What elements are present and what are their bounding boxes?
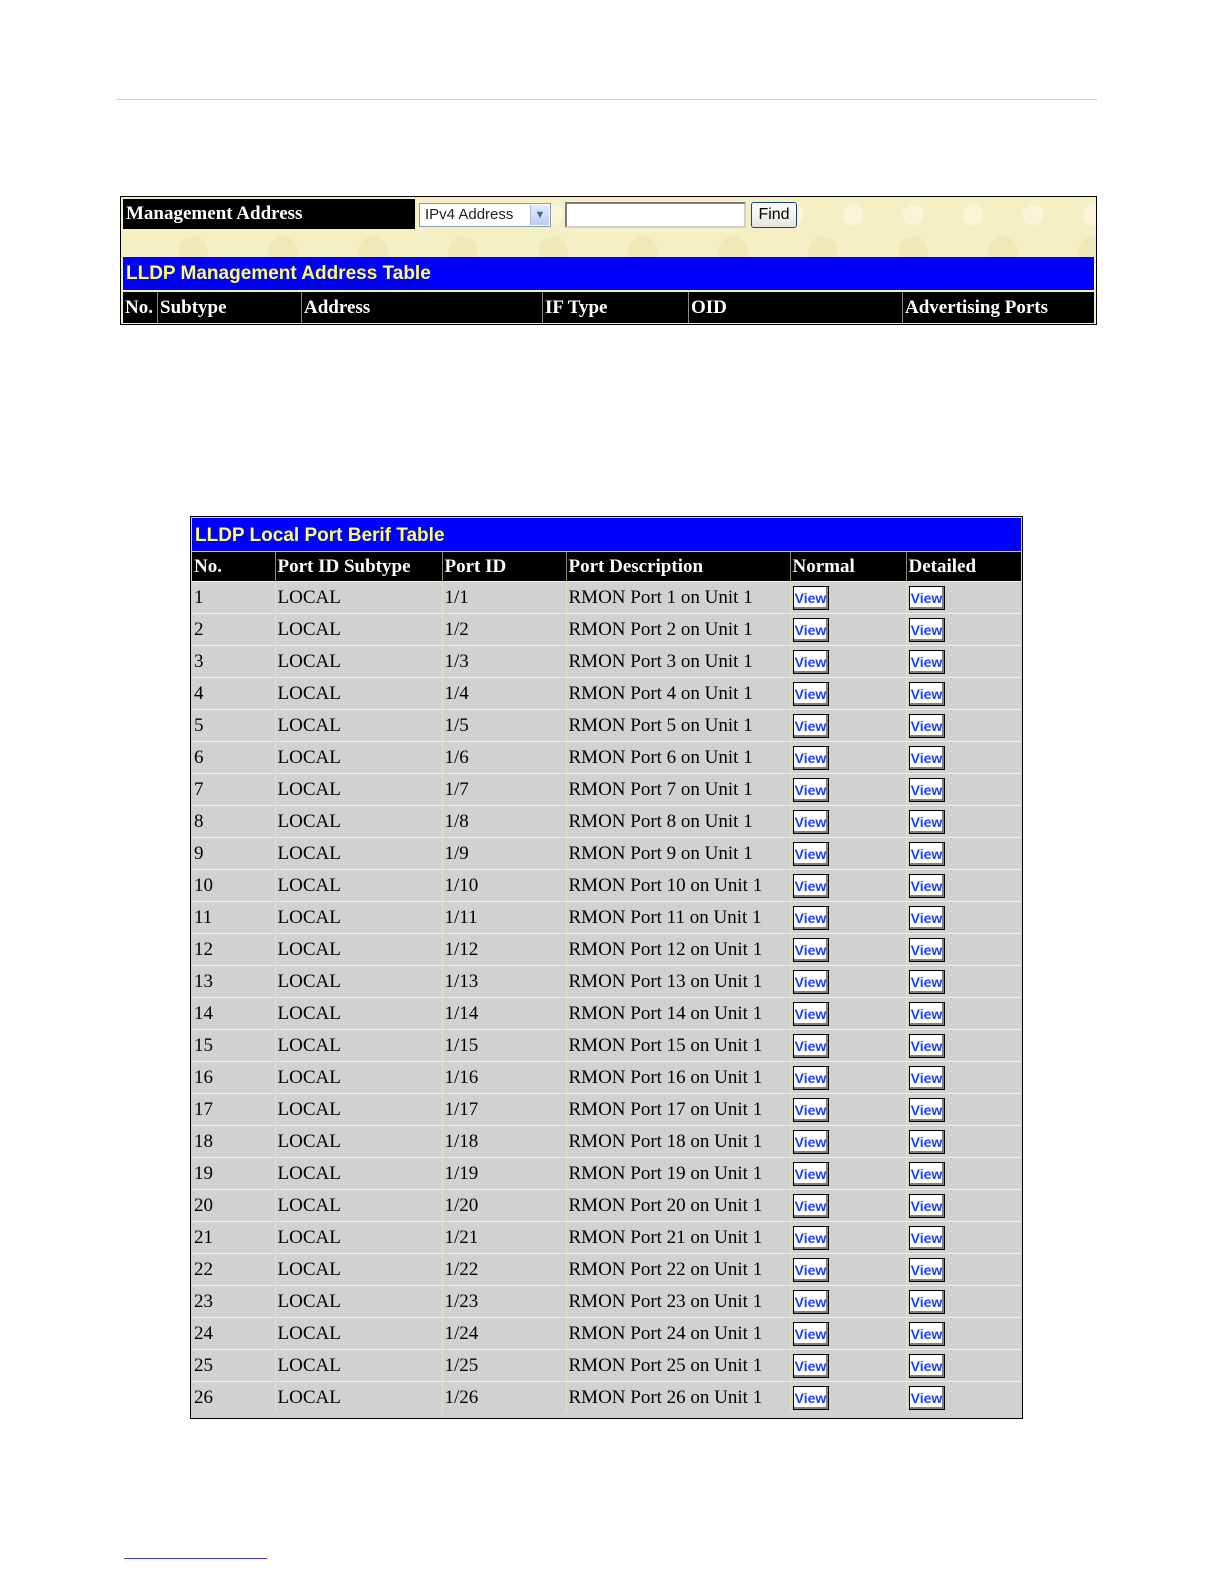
view-normal-button[interactable]: View [793,1002,829,1026]
cell-no: 11 [192,902,275,934]
cell-no: 1 [192,582,275,614]
cell-no: 5 [192,710,275,742]
cell-detailed [906,870,1021,902]
cell-normal [790,774,906,806]
cell-no: 4 [192,678,275,710]
view-detailed-button[interactable]: View [909,842,945,866]
view-normal-button[interactable]: View [793,1130,829,1154]
cell-no: 9 [192,838,275,870]
cell-normal [790,742,906,774]
cell-no: 14 [192,998,275,1030]
cell-no: 15 [192,1030,275,1062]
view-normal-button[interactable]: View [793,842,829,866]
cell-port-id: 1/1 [442,582,566,614]
col-header-address: Address [301,292,542,323]
cell-port-id: 1/12 [442,934,566,966]
cell-no: 6 [192,742,275,774]
table-row [192,838,1021,870]
cell-normal [790,966,906,998]
view-normal-button[interactable]: View [793,1162,829,1186]
cell-port-description: RMON Port 26 on Unit 1 [566,1382,790,1414]
cell-port-description: RMON Port 8 on Unit 1 [566,806,790,838]
col-header-oid: OID [688,292,902,323]
cell-no: 26 [192,1382,275,1414]
cell-normal [790,870,906,902]
cell-port-id: 1/11 [442,902,566,934]
col-header-port-id: Port ID [442,552,566,582]
cell-normal [790,1062,906,1094]
cell-detailed [906,1350,1021,1382]
cell-normal [790,646,906,678]
cell-port-description: RMON Port 14 on Unit 1 [566,998,790,1030]
cell-no: 16 [192,1062,275,1094]
view-normal-button[interactable]: View [793,938,829,962]
local-port-table [192,552,1021,1413]
management-address-input[interactable] [565,202,746,228]
cell-port-id: 1/26 [442,1382,566,1414]
cell-port-id: 1/23 [442,1286,566,1318]
management-address-label: Management Address [123,199,415,229]
cell-normal [790,1094,906,1126]
cell-no: 8 [192,806,275,838]
table-row [192,870,1021,902]
cell-port-description: RMON Port 18 on Unit 1 [566,1126,790,1158]
cell-detailed [906,1094,1021,1126]
view-detailed-button[interactable]: View [909,1194,945,1218]
cell-port-description: RMON Port 12 on Unit 1 [566,934,790,966]
cell-port-id: 1/25 [442,1350,566,1382]
cell-detailed [906,710,1021,742]
local-port-table-title: LLDP Local Port Berif Table [192,518,1021,551]
view-normal-button[interactable]: View [793,1386,829,1410]
view-detailed-button[interactable]: View [909,1002,945,1026]
view-detailed-button[interactable]: View [909,1354,945,1378]
cell-normal [790,710,906,742]
view-normal-button[interactable]: View [793,1034,829,1058]
cell-port-description: RMON Port 5 on Unit 1 [566,710,790,742]
cell-port-description: RMON Port 21 on Unit 1 [566,1222,790,1254]
cell-detailed [906,1286,1021,1318]
cell-port-id-subtype: LOCAL [275,998,442,1030]
table-row [192,966,1021,998]
cell-detailed [906,1062,1021,1094]
view-normal-button[interactable]: View [793,1258,829,1282]
cell-port-id-subtype: LOCAL [275,1094,442,1126]
cell-detailed [906,838,1021,870]
cell-port-description: RMON Port 15 on Unit 1 [566,1030,790,1062]
cell-port-id-subtype: LOCAL [275,1382,442,1414]
table-row [192,646,1021,678]
view-detailed-button[interactable]: View [909,650,945,674]
view-detailed-button[interactable]: View [909,1386,945,1410]
cell-port-description: RMON Port 2 on Unit 1 [566,614,790,646]
table-row [192,678,1021,710]
cell-normal [790,1222,906,1254]
cell-port-id-subtype: LOCAL [275,1350,442,1382]
cell-port-id: 1/10 [442,870,566,902]
page-top-rule [116,99,1097,100]
cell-port-id: 1/24 [442,1318,566,1350]
cell-port-description: RMON Port 24 on Unit 1 [566,1318,790,1350]
cell-port-id: 1/9 [442,838,566,870]
cell-normal [790,1318,906,1350]
cell-port-description: RMON Port 19 on Unit 1 [566,1158,790,1190]
view-normal-button[interactable]: View [793,1354,829,1378]
table-row [192,1222,1021,1254]
cell-port-id-subtype: LOCAL [275,1318,442,1350]
cell-detailed [906,1190,1021,1222]
cell-no: 18 [192,1126,275,1158]
page-bottom-link-rule [124,1558,267,1559]
cell-normal [790,678,906,710]
cell-port-description: RMON Port 11 on Unit 1 [566,902,790,934]
view-detailed-button[interactable]: View [909,1290,945,1314]
management-address-panel [120,196,1097,325]
col-header-port-description: Port Description [566,552,790,582]
cell-no: 7 [192,774,275,806]
view-normal-button[interactable]: View [793,810,829,834]
cell-detailed [906,806,1021,838]
cell-detailed [906,1158,1021,1190]
cell-normal [790,1030,906,1062]
cell-port-description: RMON Port 9 on Unit 1 [566,838,790,870]
view-normal-button[interactable]: View [793,970,829,994]
cell-port-id: 1/16 [442,1062,566,1094]
view-detailed-button[interactable]: View [909,1226,945,1250]
cell-port-id-subtype: LOCAL [275,646,442,678]
cell-normal [790,1254,906,1286]
cell-normal [790,1190,906,1222]
cell-port-id: 1/19 [442,1158,566,1190]
cell-port-description: RMON Port 6 on Unit 1 [566,742,790,774]
view-detailed-button[interactable]: View [909,1162,945,1186]
cell-no: 25 [192,1350,275,1382]
table-row [192,934,1021,966]
management-address-table-header [123,292,1094,323]
cell-no: 2 [192,614,275,646]
view-normal-button[interactable]: View [793,682,829,706]
view-detailed-button[interactable]: View [909,714,945,738]
cell-normal [790,1382,906,1414]
cell-port-description: RMON Port 3 on Unit 1 [566,646,790,678]
cell-detailed [906,678,1021,710]
cell-normal [790,582,906,614]
view-normal-button[interactable]: View [793,1194,829,1218]
col-header-no: No. [125,297,153,318]
view-normal-button[interactable]: View [793,746,829,770]
table-row [192,998,1021,1030]
cell-port-id: 1/7 [442,774,566,806]
cell-no: 10 [192,870,275,902]
address-type-select[interactable] [419,203,551,227]
view-detailed-button[interactable]: View [909,746,945,770]
view-normal-button[interactable]: View [793,1322,829,1346]
cell-detailed [906,966,1021,998]
cell-port-description: RMON Port 23 on Unit 1 [566,1286,790,1318]
cell-port-id: 1/6 [442,742,566,774]
cell-port-description: RMON Port 13 on Unit 1 [566,966,790,998]
cell-normal [790,902,906,934]
cell-normal [790,1126,906,1158]
cell-port-id: 1/2 [442,614,566,646]
cell-no: 12 [192,934,275,966]
cell-no: 24 [192,1318,275,1350]
col-header-if-type: IF Type [542,292,688,323]
cell-port-id-subtype: LOCAL [275,1030,442,1062]
cell-no: 17 [192,1094,275,1126]
cell-normal [790,838,906,870]
view-detailed-button[interactable]: View [909,810,945,834]
table-row [192,774,1021,806]
cell-port-id: 1/5 [442,710,566,742]
cell-port-id-subtype: LOCAL [275,774,442,806]
table-header-row [192,552,1021,582]
cell-detailed [906,1318,1021,1350]
cell-port-description: RMON Port 4 on Unit 1 [566,678,790,710]
table-row [192,1094,1021,1126]
local-port-panel [190,516,1023,1419]
cell-port-description: RMON Port 17 on Unit 1 [566,1094,790,1126]
cell-port-id-subtype: LOCAL [275,934,442,966]
cell-normal [790,806,906,838]
cell-port-id-subtype: LOCAL [275,1222,442,1254]
cell-normal [790,614,906,646]
cell-no: 20 [192,1190,275,1222]
view-detailed-button[interactable]: View [909,1322,945,1346]
cell-detailed [906,902,1021,934]
cell-detailed [906,998,1021,1030]
cell-port-description: RMON Port 7 on Unit 1 [566,774,790,806]
cell-port-description: RMON Port 20 on Unit 1 [566,1190,790,1222]
cell-no: 3 [192,646,275,678]
cell-normal [790,934,906,966]
table-row [192,902,1021,934]
cell-port-id: 1/4 [442,678,566,710]
management-address-table-title: LLDP Management Address Table [123,257,1094,290]
cell-detailed [906,1222,1021,1254]
view-normal-button[interactable]: View [793,778,829,802]
cell-port-description: RMON Port 25 on Unit 1 [566,1350,790,1382]
cell-no: 22 [192,1254,275,1286]
cell-port-description: RMON Port 10 on Unit 1 [566,870,790,902]
table-row [192,582,1021,614]
cell-normal [790,1350,906,1382]
view-detailed-button[interactable]: View [909,586,945,610]
table-row [192,1030,1021,1062]
cell-port-id-subtype: LOCAL [275,678,442,710]
cell-detailed [906,742,1021,774]
cell-port-id: 1/17 [442,1094,566,1126]
cell-port-id: 1/22 [442,1254,566,1286]
table-row [192,1190,1021,1222]
cell-port-id-subtype: LOCAL [275,1286,442,1318]
view-normal-button[interactable]: View [793,906,829,930]
view-normal-button[interactable]: View [793,618,829,642]
view-detailed-button[interactable]: View [909,1034,945,1058]
cell-port-id-subtype: LOCAL [275,1158,442,1190]
cell-port-id: 1/3 [442,646,566,678]
view-detailed-button[interactable]: View [909,778,945,802]
table-row [192,1350,1021,1382]
view-normal-button[interactable]: View [793,586,829,610]
cell-port-id-subtype: LOCAL [275,902,442,934]
local-port-table-body [192,582,1021,1414]
cell-port-id: 1/14 [442,998,566,1030]
cell-port-id-subtype: LOCAL [275,1062,442,1094]
cell-port-description: RMON Port 1 on Unit 1 [566,582,790,614]
table-row [192,1318,1021,1350]
view-detailed-button[interactable]: View [909,874,945,898]
table-row [192,806,1021,838]
view-detailed-button[interactable]: View [909,1130,945,1154]
cell-normal [790,998,906,1030]
view-detailed-button[interactable]: View [909,1258,945,1282]
col-header-subtype: Subtype [157,292,300,323]
table-row [192,1382,1021,1414]
cell-port-id-subtype: LOCAL [275,1190,442,1222]
table-row [192,1126,1021,1158]
col-header-port-id-subtype: Port ID Subtype [275,552,442,582]
table-row [192,1254,1021,1286]
cell-port-id-subtype: LOCAL [275,870,442,902]
cell-port-id: 1/21 [442,1222,566,1254]
view-normal-button[interactable]: View [793,650,829,674]
view-detailed-button[interactable]: View [909,1066,945,1090]
view-normal-button[interactable]: View [793,1226,829,1250]
view-detailed-button[interactable]: View [909,906,945,930]
cell-detailed [906,614,1021,646]
table-row [192,1158,1021,1190]
view-normal-button[interactable]: View [793,714,829,738]
cell-no: 21 [192,1222,275,1254]
cell-detailed [906,582,1021,614]
cell-normal [790,1158,906,1190]
cell-detailed [906,934,1021,966]
cell-port-id: 1/13 [442,966,566,998]
cell-port-id: 1/20 [442,1190,566,1222]
cell-detailed [906,1126,1021,1158]
cell-detailed [906,1254,1021,1286]
address-type-select-value: IPv4 Address [425,206,514,223]
cell-detailed [906,1030,1021,1062]
table-row [192,1286,1021,1318]
cell-port-id: 1/18 [442,1126,566,1158]
view-detailed-button[interactable]: View [909,618,945,642]
cell-port-id-subtype: LOCAL [275,742,442,774]
cell-detailed [906,774,1021,806]
cell-port-id-subtype: LOCAL [275,838,442,870]
cell-port-id: 1/15 [442,1030,566,1062]
view-detailed-button[interactable]: View [909,1098,945,1122]
table-row [192,1062,1021,1094]
cell-port-description: RMON Port 22 on Unit 1 [566,1254,790,1286]
cell-port-description: RMON Port 16 on Unit 1 [566,1062,790,1094]
view-normal-button[interactable]: View [793,1098,829,1122]
cell-no: 19 [192,1158,275,1190]
cell-port-id-subtype: LOCAL [275,806,442,838]
table-row [192,614,1021,646]
find-button[interactable]: Find [751,202,797,228]
view-detailed-button[interactable]: View [909,682,945,706]
col-header-no: No. [192,552,275,582]
cell-normal [790,1286,906,1318]
col-header-detailed: Detailed [906,552,1021,582]
view-detailed-button[interactable]: View [909,970,945,994]
view-detailed-button[interactable]: View [909,938,945,962]
view-normal-button[interactable]: View [793,1290,829,1314]
cell-port-id-subtype: LOCAL [275,582,442,614]
col-header-advertising-ports: Advertising Ports [902,292,1094,323]
cell-no: 13 [192,966,275,998]
chevron-down-icon[interactable]: ▼ [530,205,549,225]
cell-no: 23 [192,1286,275,1318]
table-row [192,742,1021,774]
cell-port-id-subtype: LOCAL [275,710,442,742]
cell-port-id: 1/8 [442,806,566,838]
view-normal-button[interactable]: View [793,874,829,898]
cell-port-id-subtype: LOCAL [275,614,442,646]
cell-detailed [906,646,1021,678]
col-header-normal: Normal [790,552,906,582]
table-row [192,710,1021,742]
view-normal-button[interactable]: View [793,1066,829,1090]
cell-port-id-subtype: LOCAL [275,1254,442,1286]
cell-port-id-subtype: LOCAL [275,1126,442,1158]
cell-port-id-subtype: LOCAL [275,966,442,998]
cell-detailed [906,1382,1021,1414]
